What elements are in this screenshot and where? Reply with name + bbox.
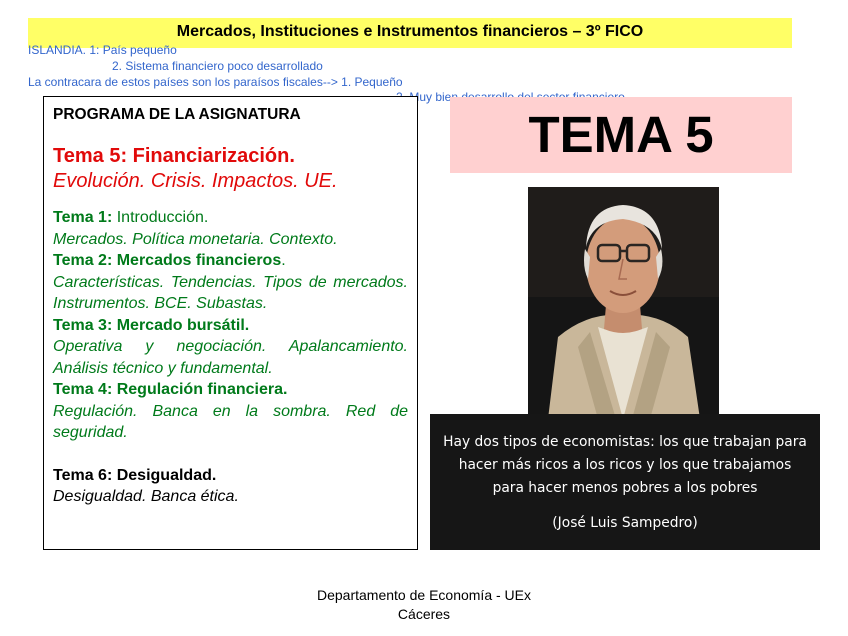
note-line-1: ISLANDIA. 1: País pequeño (28, 43, 177, 57)
topic-3-desc: Operativa y negociación. Apalancamiento. Análisis técnico y fundamental. (53, 338, 408, 377)
topic-list (53, 207, 408, 508)
note-line-2: 2. Sistema financiero poco desarrollado (112, 59, 323, 73)
quote-line-1: Hay dos tipos de economistas: los que trabajan para (443, 434, 807, 450)
topic-2-head: Tema 2: Mercados financieros (53, 252, 282, 269)
note-line-3: La contracara de estos países son los paraísos fiscales--> 1. Pequeño (28, 75, 403, 89)
topic-1 (53, 207, 408, 250)
topic-6-head: Tema 6: Desigualdad. (53, 466, 217, 484)
note-line-4: Muy bien (409, 90, 459, 104)
footer-city: Cáceres (397, 606, 451, 622)
quote-author: (José Luis Sampedro) (552, 515, 698, 531)
topic-2-desc: Características. Tendencias. Tipos de mercados. Instrumentos. BCE. Subastas. (53, 273, 408, 312)
quote-line-3: para hacer menos pobres a los pobres (492, 480, 758, 496)
topic-4 (53, 379, 408, 444)
footer-department: Departamento de Economía - UEx (317, 587, 531, 603)
slide-title: Mercados, Instituciones e Instrumentos financieros – 3º FICO (176, 23, 644, 40)
topic-6-desc: Desigualdad. Banca ética. (53, 488, 239, 505)
tema-banner (450, 97, 792, 173)
program-box (43, 96, 418, 550)
portrait-illustration (528, 187, 719, 419)
current-topic-subtitle: Evolución. Crisis. Impactos. UE. (53, 170, 338, 192)
topic-1-desc: Mercados. Política monetaria. Contexto. (53, 230, 338, 248)
topic-2 (53, 250, 408, 315)
tema-banner-label: TEMA 5 (528, 106, 714, 163)
current-topic-title: Tema 5: Financiarización. (53, 145, 295, 167)
portrait-photo (528, 187, 719, 419)
quote-line-2: hacer más ricos a los ricos y los que trabajamos (458, 457, 792, 473)
topic-4-desc: Regulación. Banca en la sombra. Red de seguridad. (53, 402, 408, 441)
topic-3-head: Tema 3: Mercado bursátil. (53, 316, 250, 334)
topic-3 (53, 315, 408, 380)
topic-1-head: Tema 1: (53, 209, 113, 226)
quote-box (430, 414, 820, 550)
program-heading: PROGRAMA DE LA ASIGNATURA (53, 106, 301, 123)
quote-text (430, 414, 820, 500)
topic-2-intro: . (281, 252, 286, 269)
topic-6 (53, 465, 408, 508)
topic-1-intro: Introducción. (112, 209, 209, 226)
topic-4-head: Tema 4: Regulación financiera. (53, 381, 288, 398)
